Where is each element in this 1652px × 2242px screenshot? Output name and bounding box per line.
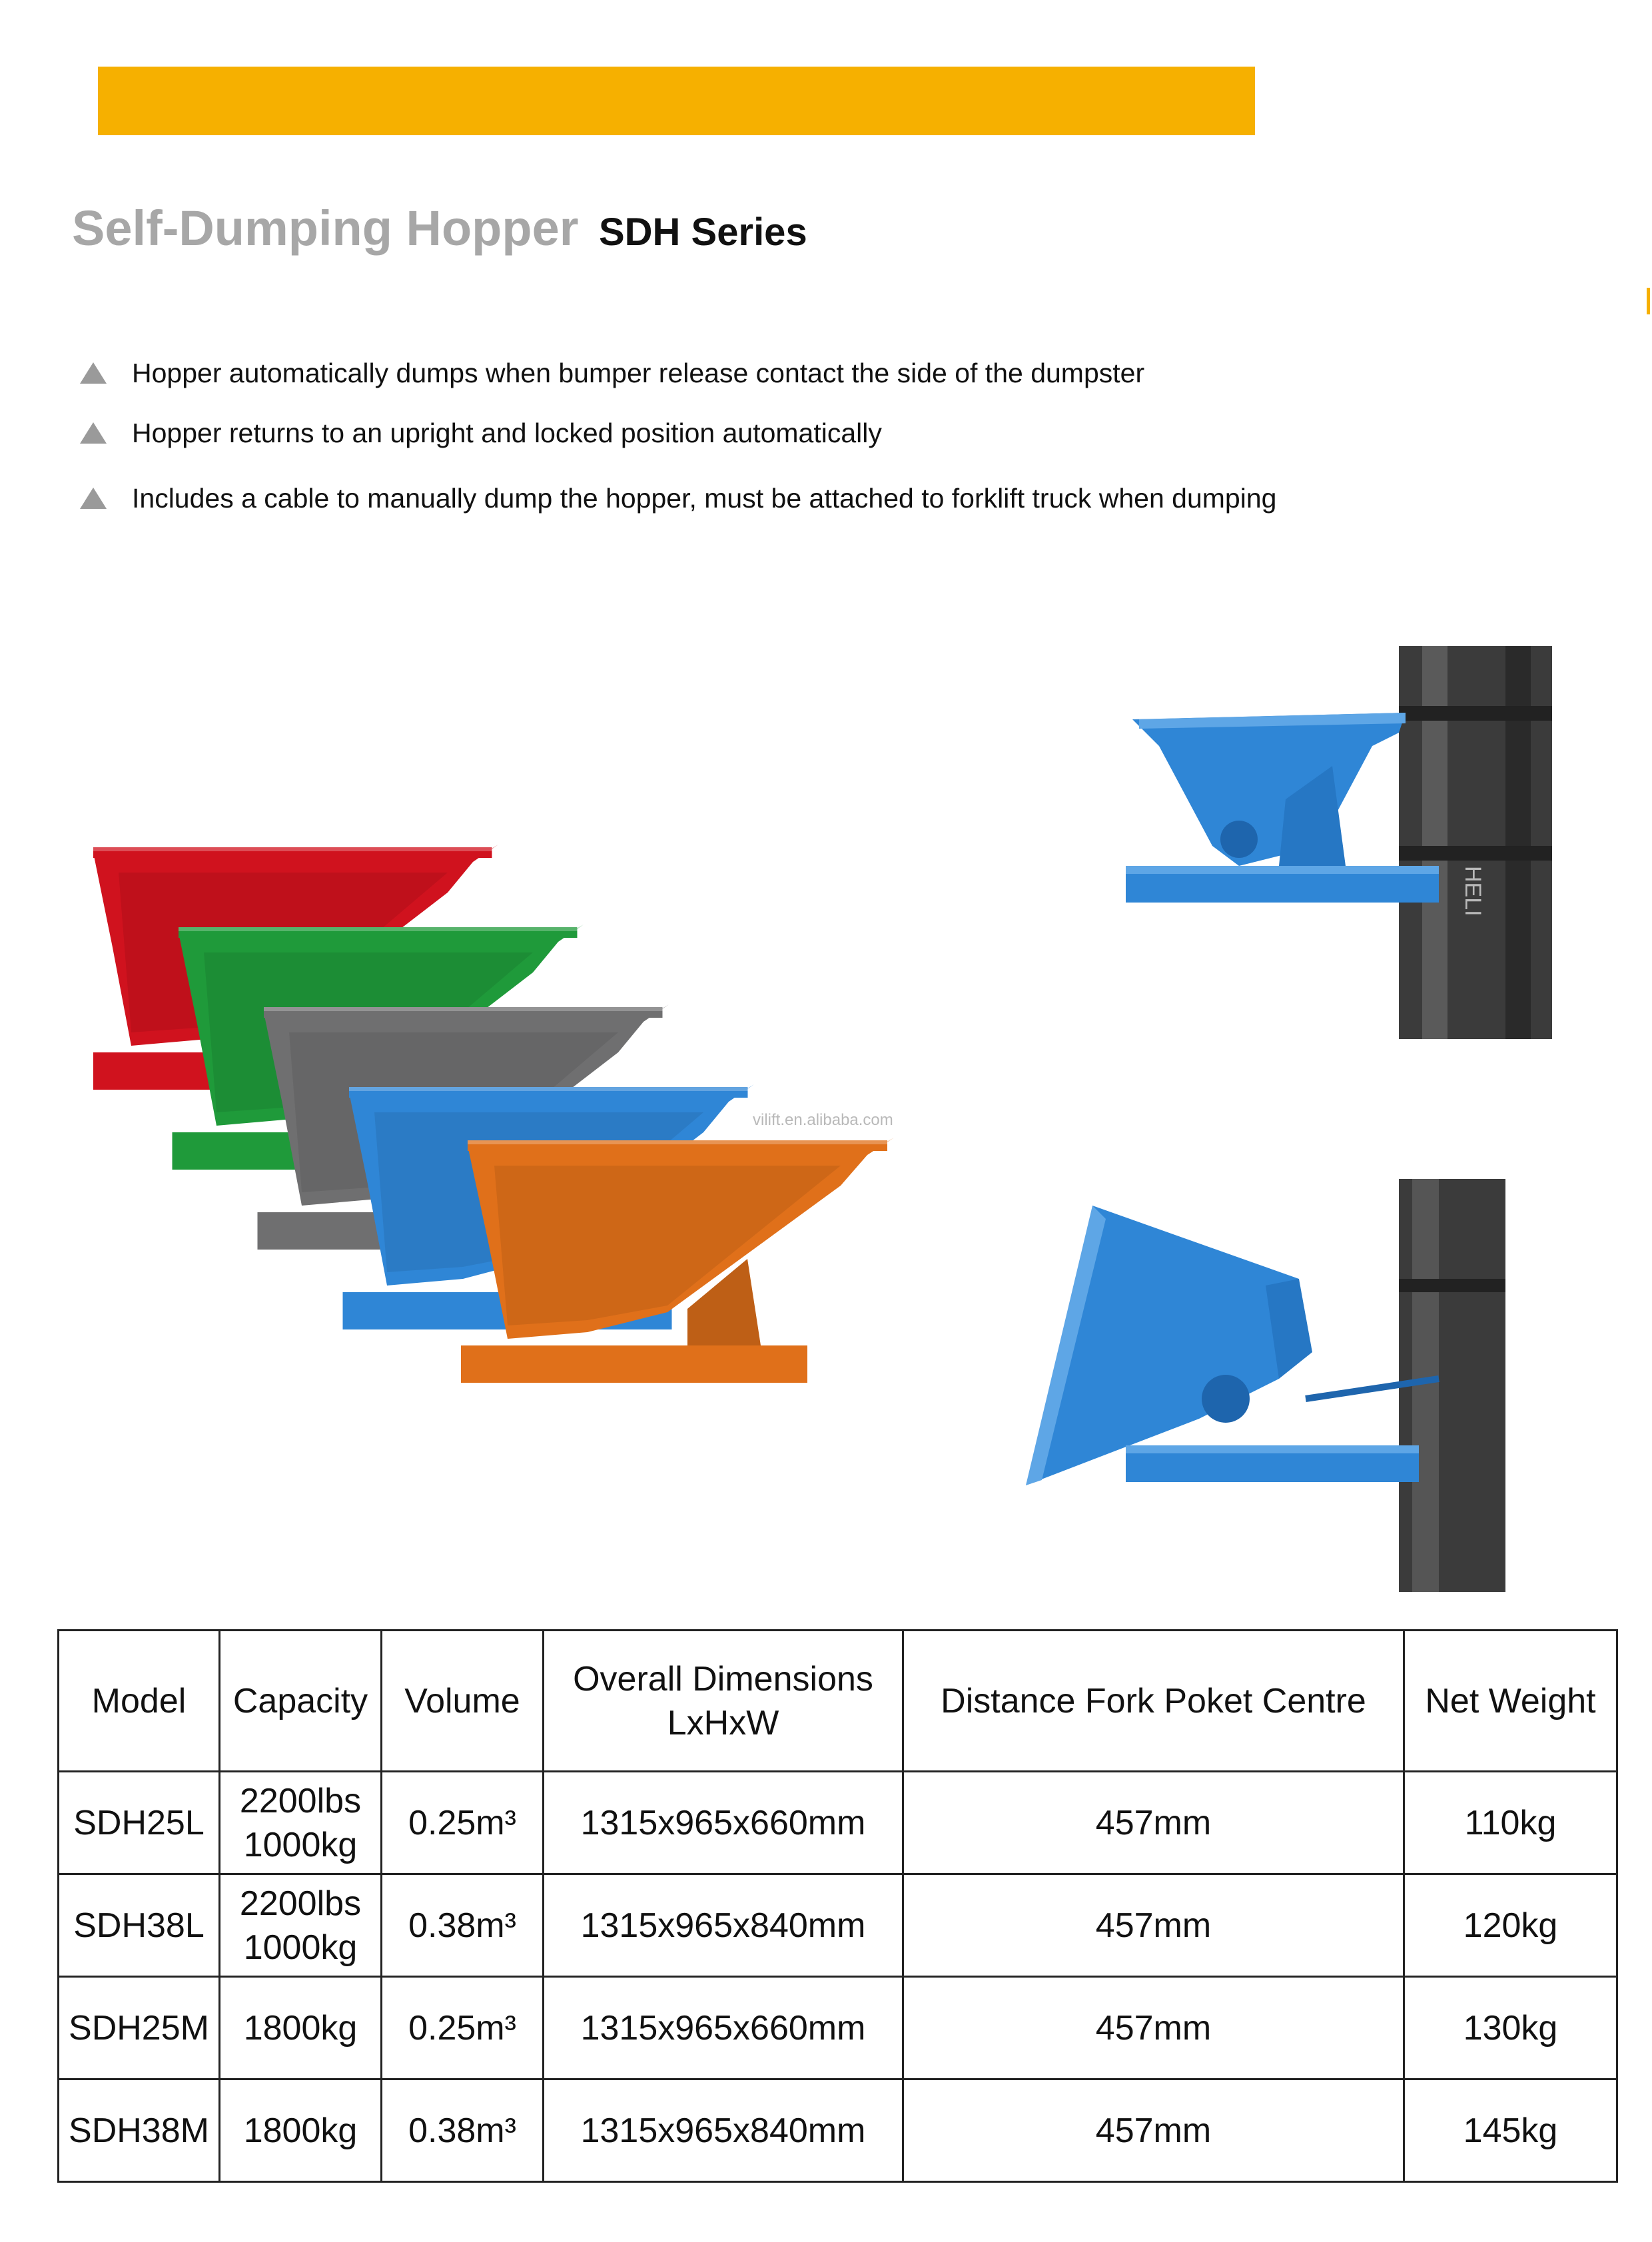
forklift-dumping-photo bbox=[1026, 1179, 1505, 1592]
cell-net-weight: 145kg bbox=[1404, 2079, 1617, 2182]
watermark-text: vilift.en.alibaba.com bbox=[753, 1111, 893, 1129]
triangle-bullet-icon bbox=[80, 488, 107, 509]
column-header-net-weight: Net Weight bbox=[1404, 1631, 1617, 1772]
cell-model: SDH38M bbox=[59, 2079, 220, 2182]
feature-text: Includes a cable to manually dump the hopper, must be attached to forklift truck when dumping bbox=[132, 482, 1277, 514]
forklift-mast-label: HELI bbox=[1460, 866, 1485, 917]
cell-net-weight: 120kg bbox=[1404, 1874, 1617, 1977]
hopper-color-lineup-photo bbox=[93, 833, 959, 1472]
cell-model: SDH25M bbox=[59, 1977, 220, 2079]
table-header-row bbox=[59, 1631, 1617, 1772]
cell-capacity: 1800kg bbox=[220, 2079, 382, 2182]
cell-fork-pocket: 457mm bbox=[903, 1977, 1404, 2079]
edge-accent-mark bbox=[1647, 288, 1650, 314]
hopper-color-lineup-illustration bbox=[93, 833, 959, 1472]
cell-net-weight: 110kg bbox=[1404, 1772, 1617, 1874]
column-header-dimensions: Overall Dimensions LxHxW bbox=[544, 1631, 903, 1772]
cell-net-weight: 130kg bbox=[1404, 1977, 1617, 2079]
cell-volume: 0.25m³ bbox=[382, 1977, 544, 2079]
page-subtitle: SDH Series bbox=[598, 210, 807, 254]
cell-volume: 0.25m³ bbox=[382, 1772, 544, 1874]
triangle-bullet-icon bbox=[80, 422, 107, 444]
cell-model: SDH38L bbox=[59, 1874, 220, 1977]
triangle-bullet-icon bbox=[80, 362, 107, 384]
page-title-row bbox=[72, 200, 807, 273]
specs-table bbox=[57, 1629, 1618, 2183]
cell-volume: 0.38m³ bbox=[382, 1874, 544, 1977]
table-row bbox=[59, 1874, 1617, 1977]
cell-fork-pocket: 457mm bbox=[903, 1772, 1404, 1874]
cell-fork-pocket: 457mm bbox=[903, 1874, 1404, 1977]
cell-fork-pocket: 457mm bbox=[903, 2079, 1404, 2182]
forklift-upright-photo bbox=[1119, 646, 1552, 1039]
table-row bbox=[59, 1772, 1617, 1874]
feature-item bbox=[80, 413, 882, 453]
column-header-fork-pocket: Distance Fork Poket Centre bbox=[903, 1631, 1404, 1772]
cell-model: SDH25L bbox=[59, 1772, 220, 1874]
cell-dimensions: 1315x965x660mm bbox=[544, 1977, 903, 2079]
cell-capacity: 1800kg bbox=[220, 1977, 382, 2079]
table-row bbox=[59, 2079, 1617, 2182]
cell-capacity: 2200lbs 1000kg bbox=[220, 1874, 382, 1977]
page-title: Self-Dumping Hopper bbox=[72, 200, 579, 256]
cell-dimensions: 1315x965x840mm bbox=[544, 2079, 903, 2182]
column-header-capacity: Capacity bbox=[220, 1631, 382, 1772]
cell-dimensions: 1315x965x840mm bbox=[544, 1874, 903, 1977]
feature-text: Hopper automatically dumps when bumper release contact the side of the dumpster bbox=[132, 357, 1145, 388]
feature-item bbox=[80, 478, 1276, 518]
feature-text: Hopper returns to an upright and locked position automatically bbox=[132, 417, 882, 448]
accent-bar bbox=[98, 67, 1255, 135]
column-header-volume: Volume bbox=[382, 1631, 544, 1772]
table-row bbox=[59, 1977, 1617, 2079]
cell-capacity: 2200lbs 1000kg bbox=[220, 1772, 382, 1874]
feature-item bbox=[80, 353, 1144, 393]
column-header-model: Model bbox=[59, 1631, 220, 1772]
cell-volume: 0.38m³ bbox=[382, 2079, 544, 2182]
cell-dimensions: 1315x965x660mm bbox=[544, 1772, 903, 1874]
